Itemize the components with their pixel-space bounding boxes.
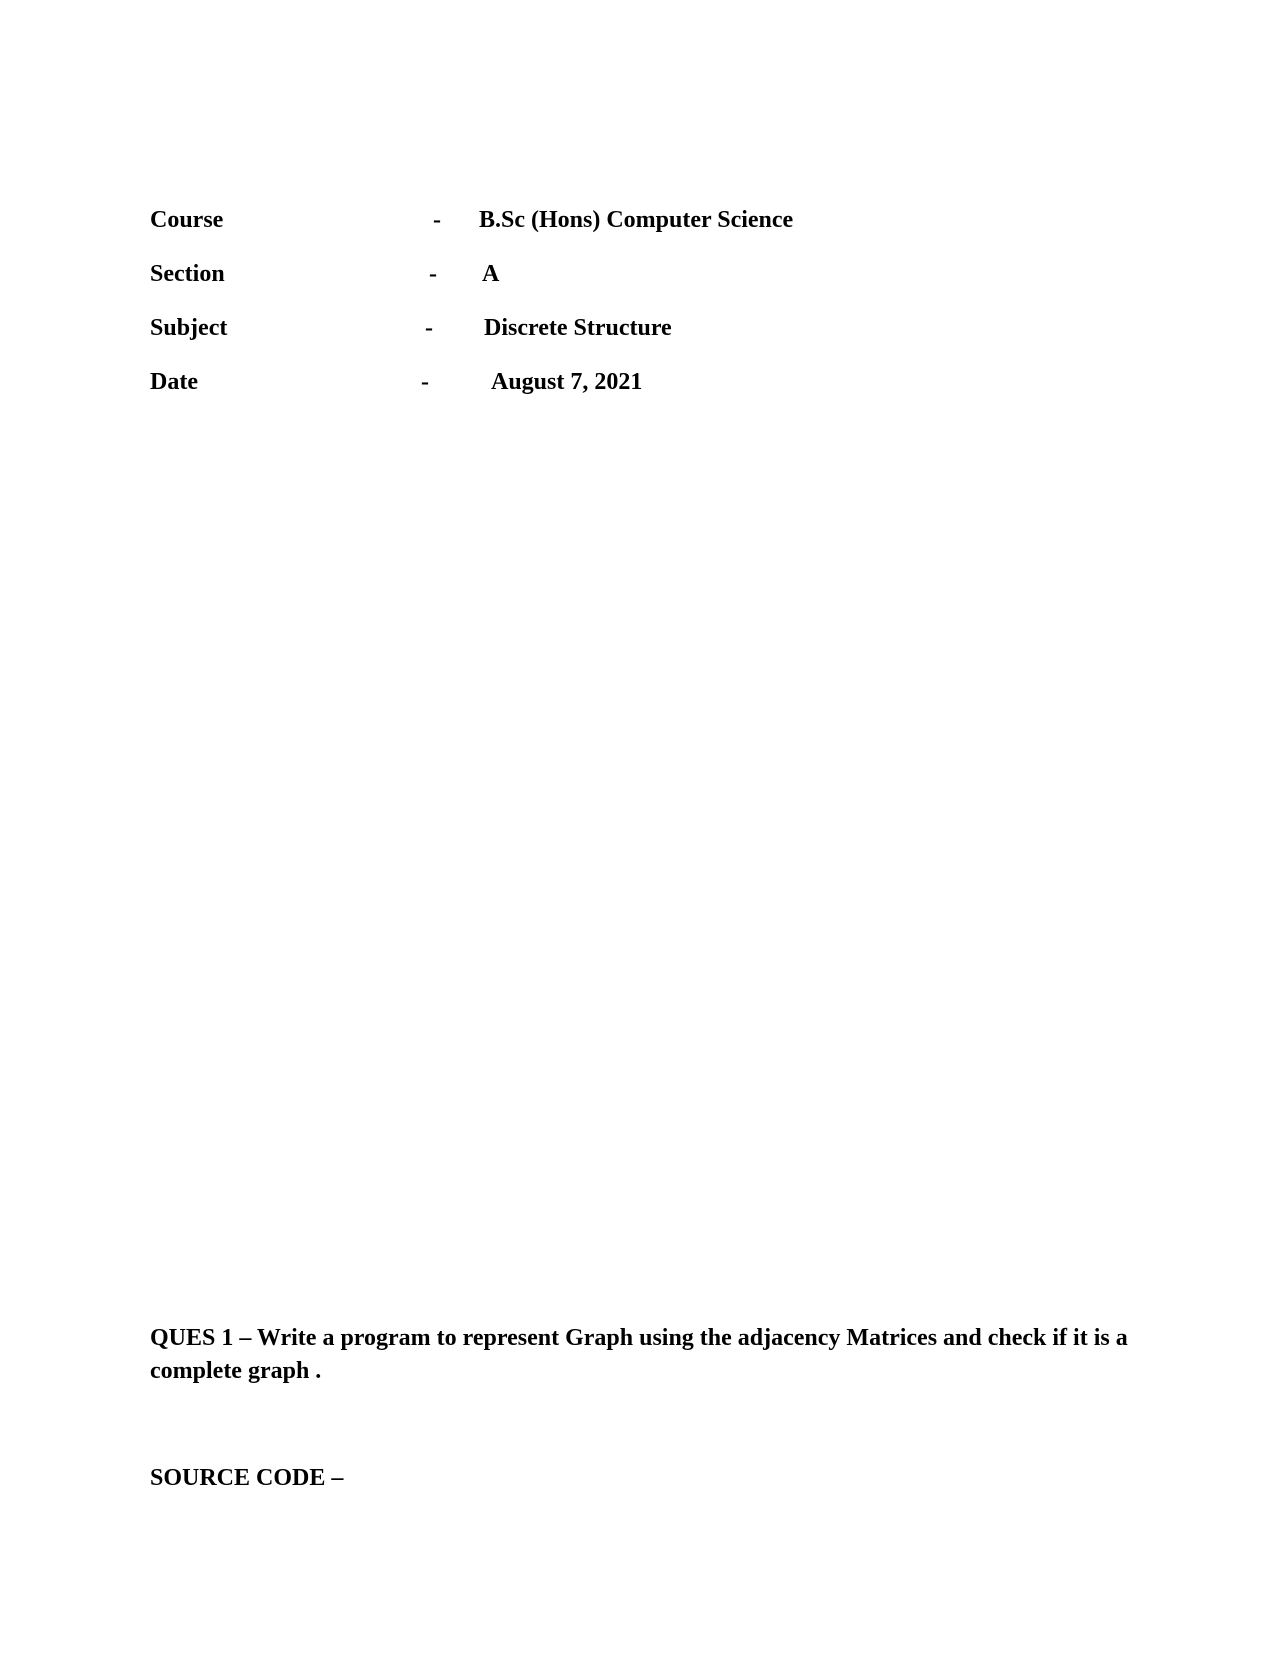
info-row-section — [150, 254, 1150, 294]
source-code-heading: SOURCE CODE – — [150, 1465, 344, 1491]
question-text: QUES 1 – Write a program to represent Graph using the adjacency Matrices and check if it is a complete graph . — [150, 1325, 1128, 1384]
section-label: Section — [150, 261, 225, 287]
subject-label: Subject — [150, 315, 228, 341]
date-separator: - — [421, 369, 429, 395]
section-value: A — [482, 261, 500, 287]
subject-value: Discrete Structure — [484, 315, 672, 341]
date-value: August 7, 2021 — [491, 369, 643, 395]
course-label: Course — [150, 207, 224, 233]
info-row-subject — [150, 308, 1150, 348]
info-row-date — [150, 362, 1150, 402]
date-label: Date — [150, 369, 198, 395]
subject-separator: - — [425, 315, 433, 341]
course-value: B.Sc (Hons) Computer Science — [479, 207, 794, 233]
course-separator: - — [433, 207, 441, 233]
info-row-course — [150, 200, 1150, 240]
section-separator: - — [429, 261, 437, 287]
